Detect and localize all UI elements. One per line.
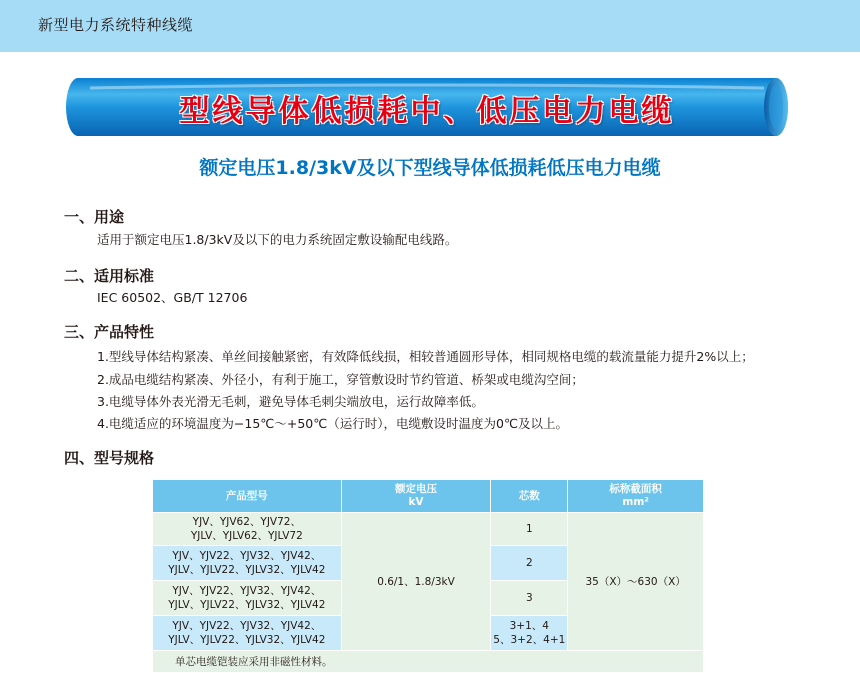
section-heading-models: 四、型号规格 xyxy=(64,449,155,467)
banner-title: 型线导体低损耗中、低压电力电缆 xyxy=(179,94,675,129)
area-cell: 35（X）～630（X） xyxy=(568,513,704,651)
section-heading-usage: 一、用途 xyxy=(64,208,125,226)
col-header-cores: 芯数 xyxy=(491,480,568,513)
feature-item: 3.电缆导体外表光滑无毛刺，避免导体毛刺尖端放电，运行故障率低。 xyxy=(97,394,484,409)
standards-text: IEC 60502、GB/T 12706 xyxy=(97,290,248,305)
col-header-area: 标称截面积 mm² xyxy=(568,480,704,513)
page-subtitle: 额定电压1.8/3kV及以下型线导体低损耗低压电力电缆 xyxy=(199,157,661,179)
model-cell: YJV、YJV22、YJV32、YJV42、 YJLV、YJLV22、YJLV32、YJLV42 xyxy=(153,616,342,651)
usage-text: 适用于额定电压1.8/3kV及以下的电力系统固定敷设输配电线路。 xyxy=(97,232,458,247)
header-title: 新型电力系统特种线缆 xyxy=(38,16,194,34)
table-note: 单芯电缆铠装应采用非磁性材料。 xyxy=(153,651,704,673)
table-row xyxy=(153,513,704,546)
table-note-row xyxy=(153,651,704,673)
feature-item: 4.电缆适应的环境温度为−15℃～+50℃（运行时），电缆敷设时温度为0℃及以上。 xyxy=(97,416,569,431)
feature-item: 1.型线导体结构紧凑、单丝间接触紧密，有效降低线损，相较普通圆形导体，相同规格电缆的载流量能力提升2%以上； xyxy=(97,349,754,364)
cores-cell: 3+1、4 5、3+2、4+1 xyxy=(491,616,568,651)
model-cell: YJV、YJV62、YJV72、 YJLV、YJLV62、YJLV72 xyxy=(153,513,342,546)
cores-cell: 3 xyxy=(491,581,568,616)
model-cell: YJV、YJV22、YJV32、YJV42、 YJLV、YJLV22、YJLV32、YJLV42 xyxy=(153,546,342,581)
model-cell: YJV、YJV22、YJV32、YJV42、 YJLV、YJLV22、YJLV32、YJLV42 xyxy=(153,581,342,616)
section-heading-features: 三、产品特性 xyxy=(64,323,155,341)
section-heading-standards: 二、适用标准 xyxy=(64,267,155,285)
col-header-voltage: 额定电压 kV xyxy=(341,480,491,513)
cores-cell: 1 xyxy=(491,513,568,546)
table-header-row xyxy=(153,480,704,513)
col-header-model: 产品型号 xyxy=(153,480,342,513)
feature-item: 2.成品电缆结构紧凑、外径小，有利于施工，穿管敷设时节约管道、桥架或电缆沟空间； xyxy=(97,372,584,387)
spec-table xyxy=(152,479,704,673)
voltage-cell: 0.6/1、1.8/3kV xyxy=(341,513,491,651)
cores-cell: 2 xyxy=(491,546,568,581)
